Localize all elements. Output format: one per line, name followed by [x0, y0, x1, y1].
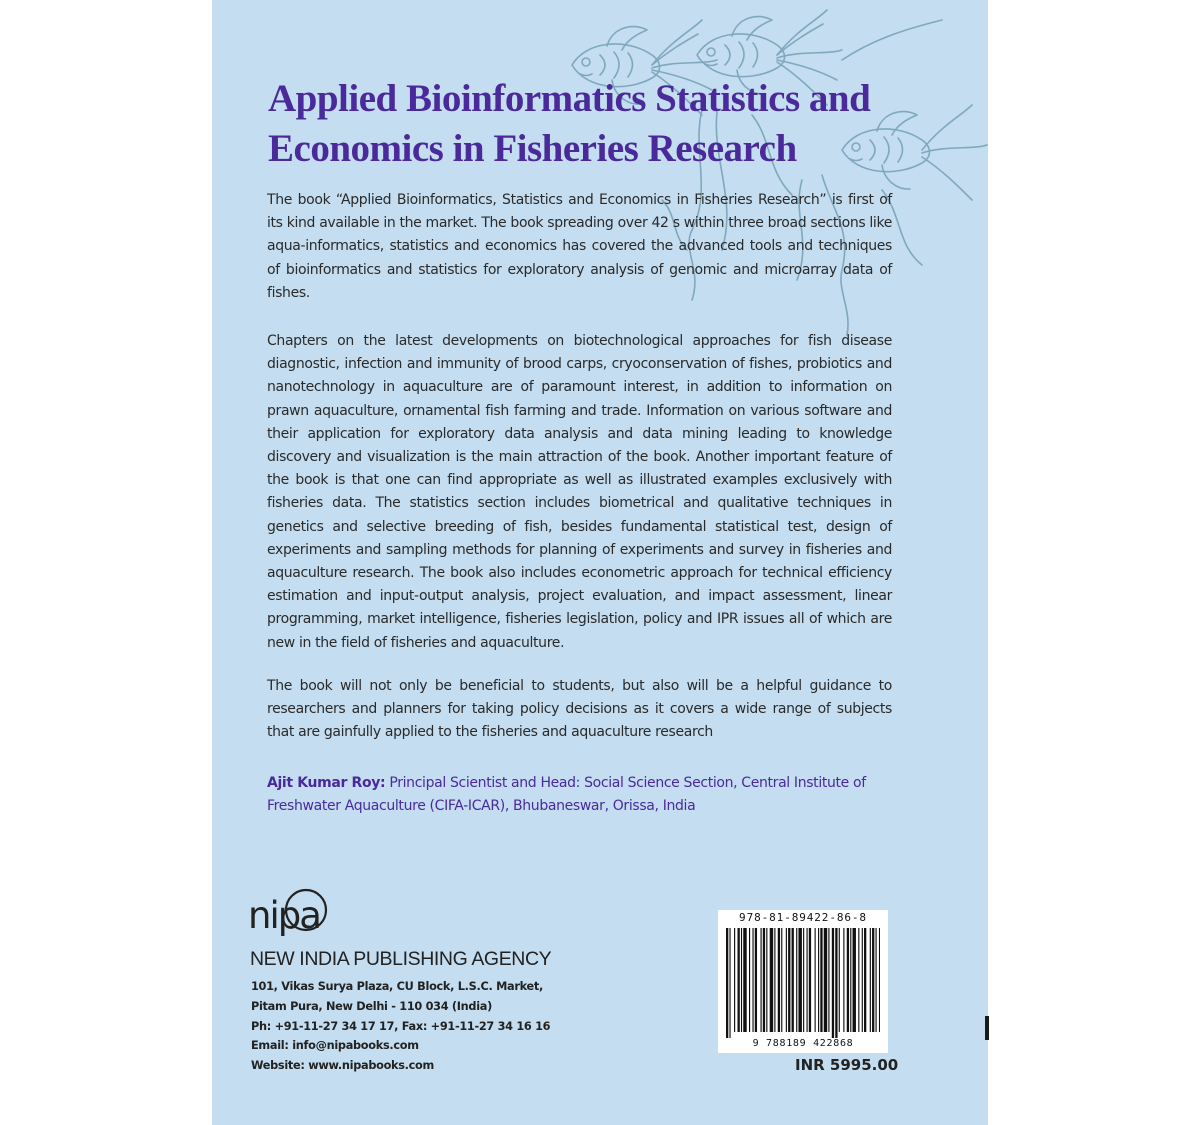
book-title: [268, 74, 908, 174]
barcode-icon: [726, 928, 880, 1038]
author-bio: [267, 772, 892, 818]
description-paragraph-2: Chapters on the latest developments on biotechnological approaches for fish disease diagnostic, infection and immunity of brood carps, cryoconservation of fishes, probiotics and nanotechnology in aquaculture are of paramount interest, in addition to information on prawn aquaculture, ornamental fish farming and trade. Information on various software and their application for exploratory data analysis and data mining leading to knowledge discovery and visualization is the main attraction of the book. Another important feature of the book is that one can find appropriate as well as illustrated examples exclusively with fisheries data. The statistics section includes biometrical and qualitative techniques in genetics and selective breeding of fish, besides fundamental statistical test, design of experiments and sampling methods for planning of experiments and survey in fisheries and aquaculture research. The book also includes econometric approach for technical efficiency estimation and input-output analysis, project evaluation, and impact assessment, linear programming, market intelligence, fisheries legislation, policy and IPR issues all of which are new in the field of fisheries and aquaculture.: [267, 333, 892, 651]
price: INR 5995.00: [795, 1056, 899, 1074]
book-title-line-1: Applied Bioinformatics Statistics and: [268, 77, 871, 120]
publisher-address-line-2: Pitam Pura, New Delhi - 110 034 (India): [251, 999, 492, 1013]
author-name: Ajit Kumar Roy:: [267, 775, 386, 791]
isbn-barcode: [718, 910, 888, 1053]
isbn-number: 978-81-89422-86-8: [739, 911, 867, 924]
publisher-website: Website: www.nipabooks.com: [251, 1059, 434, 1073]
publisher-email: Email: info@nipabooks.com: [251, 1039, 419, 1053]
publisher-contact: [251, 977, 550, 1076]
book-back-cover: [212, 0, 988, 1125]
publisher-phone: Ph: +91-11-27 34 17 17, Fax: +91-11-27 34 16 16: [251, 1019, 551, 1033]
nipa-logo: [248, 878, 338, 940]
publisher-name: NEW INDIA PUBLISHING AGENCY: [250, 948, 552, 970]
edge-mark: [985, 1016, 989, 1040]
description-paragraph-3: The book will not only be beneficial to students, but also will be a helpful guidance to researchers and planners for taking policy decisions as it covers a wide range of subjects that are gainfully applied to the fisheries and aquaculture research: [267, 678, 892, 741]
author-affiliation: Principal Scientist and Head: Social Science Section, Central Institute of Freshwater Aquaculture (CIFA-ICAR), Bhubaneswar, Orissa, India: [267, 775, 866, 814]
nipa-logo-text: nipa: [248, 894, 320, 937]
barcode-digits: 9 788189 422868: [752, 1038, 854, 1049]
description-paragraph-1: The book “Applied Bioinformatics, Statistics and Economics in Fisheries Research” is first of its kind available in the market. The book spreading over 42 s within three broad sections like aqua-informatics, statistics and economics has covered the advanced tools and techniques of bioinformatics and statistics for exploratory analysis of genomic and microarray data of fishes.: [267, 192, 892, 301]
publisher-address-line-1: 101, Vikas Surya Plaza, CU Block, L.S.C. Market,: [251, 980, 543, 993]
book-title-line-2: Economics in Fisheries Research: [268, 127, 797, 170]
